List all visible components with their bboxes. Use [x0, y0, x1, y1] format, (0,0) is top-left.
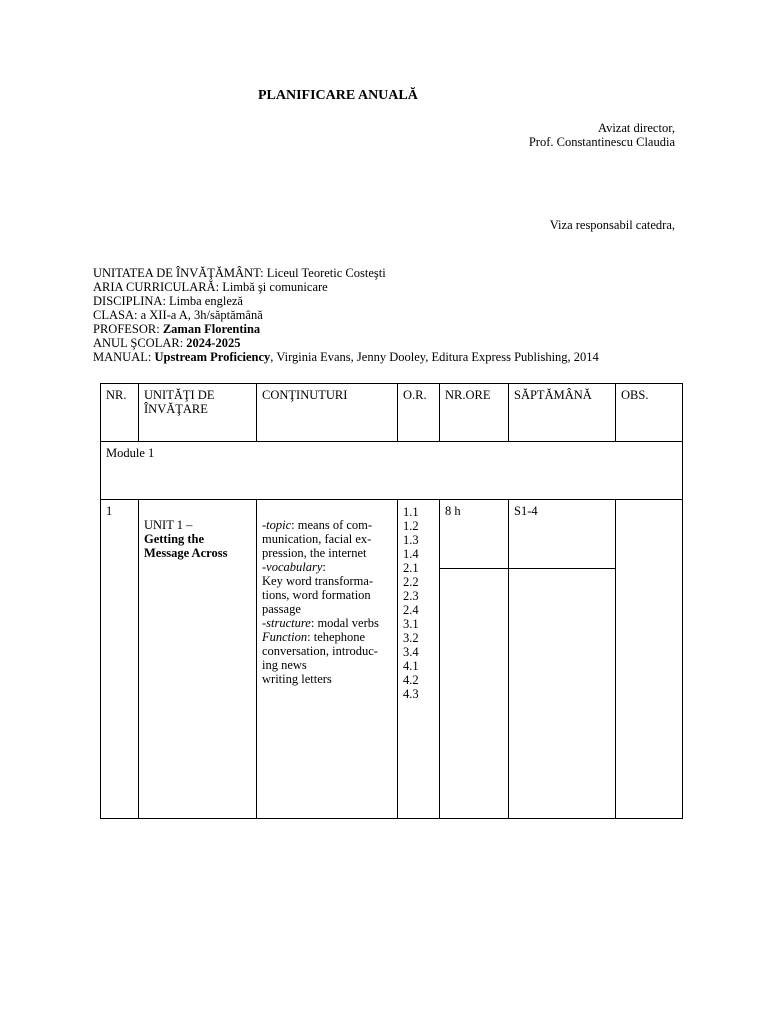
or-item: 2.1 — [403, 561, 419, 575]
info-block — [93, 266, 599, 364]
header-hours: NR.ORE — [440, 384, 509, 442]
or-item: 1.1 — [403, 505, 419, 519]
header-units: UNITĂŢI DE ÎNVĂŢARE — [139, 384, 257, 442]
header-week: SĂPTĂMÂNĂ — [509, 384, 616, 442]
table-header-row — [101, 384, 683, 442]
row-week-empty — [509, 569, 616, 819]
or-item: 4.3 — [403, 687, 419, 701]
director-name: Prof. Constantinescu Claudia — [528, 135, 675, 149]
module-label: Module 1 — [101, 442, 683, 500]
or-item: 1.4 — [403, 547, 419, 561]
director-approval-line1: Avizat director, — [597, 121, 675, 135]
or-item: 2.2 — [403, 575, 419, 589]
info-discipline: DISCIPLINA: Limba engleză — [93, 294, 243, 308]
row-week: S1-4 — [509, 500, 616, 569]
header-or: O.R. — [398, 384, 440, 442]
row-hours: 8 h — [440, 500, 509, 569]
page-title: PLANIFICARE ANUALĂ — [258, 88, 418, 103]
or-item: 2.3 — [403, 589, 419, 603]
row-hours-empty — [440, 569, 509, 819]
header-nr: NR. — [101, 384, 139, 442]
director-approval — [529, 121, 675, 149]
module-row — [101, 442, 683, 500]
header-content: CONŢINUTURI — [257, 384, 398, 442]
row-content: -topic: means of com-munication, facial ex-pression, the internet -vocabulary: Key word transforma-tions, word formation passage -structure: modal verbs Function: tehephone conversation, introduc-ing news writing letters — [257, 500, 398, 819]
or-item: 1.3 — [403, 533, 419, 547]
or-item: 4.1 — [403, 659, 419, 673]
table-row — [101, 500, 683, 569]
row-unit: UNIT 1 – Getting the Message Across — [139, 500, 257, 819]
or-item: 2.4 — [403, 603, 419, 617]
header-obs: OBS. — [616, 384, 683, 442]
info-teacher: PROFESOR: Zaman Florentina — [93, 322, 261, 336]
responsible-approval: Viza responsabil catedra, — [549, 218, 675, 232]
row-obs — [616, 500, 683, 819]
info-area: ARIA CURRICULARĂ: Limbă şi comunicare — [93, 280, 328, 294]
info-unit: UNITATEA DE ÎNVĂŢĂMÂNT: Liceul Teoretic Costeşti — [93, 266, 386, 280]
or-item: 3.4 — [403, 645, 419, 659]
planning-table — [100, 383, 683, 819]
or-item: 3.1 — [403, 617, 419, 631]
or-item: 3.2 — [403, 631, 419, 645]
row-nr: 1 — [101, 500, 139, 819]
or-item: 1.2 — [403, 519, 419, 533]
info-year: ANUL ŞCOLAR: 2024-2025 — [93, 336, 241, 350]
info-class: CLASA: a XII-a A, 3h/săptămână — [93, 308, 263, 322]
row-or — [398, 500, 440, 819]
info-manual: MANUAL: Upstream Proficiency, Virginia Evans, Jenny Dooley, Editura Express Publishing, 2014 — [93, 350, 599, 364]
or-item: 4.2 — [403, 673, 419, 687]
